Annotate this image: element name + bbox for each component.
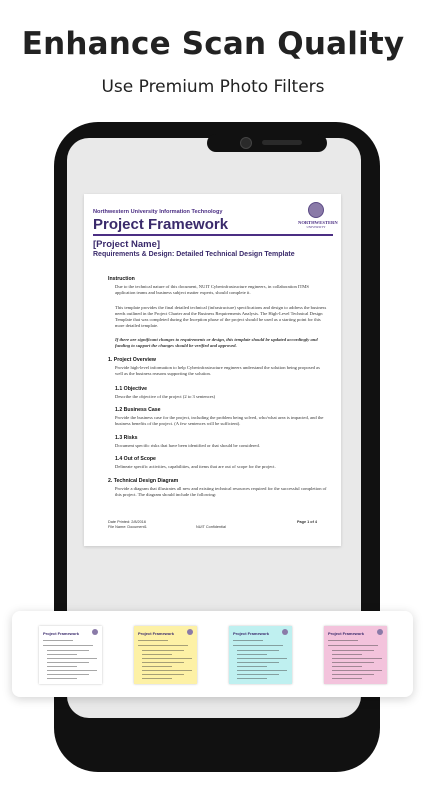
thumb-text-line [332, 662, 374, 663]
thumb-text-line [142, 666, 172, 667]
thumb-text-line [47, 666, 77, 667]
thumb-text-line [237, 674, 279, 675]
seal-icon [282, 629, 288, 635]
thumb-text-line [47, 662, 89, 663]
thumb-text-line [43, 645, 93, 646]
doc-org: Northwestern University Information Technology [93, 209, 223, 215]
thumb-text-line [332, 650, 374, 651]
thumb-text-line [332, 670, 382, 671]
camera-icon [240, 137, 252, 149]
section-text: Due to the technical nature of this document, NUIT Cyberinfrastructure engineers, in collaboration ITMS application teams and business subject matter experts, should complete it. [115, 284, 309, 295]
thumb-text-line [237, 666, 267, 667]
thumb-text-line [332, 666, 362, 667]
subheadline: Use Premium Photo Filters [101, 77, 325, 97]
project-name: [Project Name] [93, 239, 161, 250]
thumb-text-line [142, 662, 184, 663]
thumb-text-line [142, 654, 172, 655]
thumb-text-line [332, 654, 362, 655]
thumb-text-line [332, 658, 382, 659]
filter-pink[interactable] [324, 626, 387, 684]
thumb-text-line [233, 640, 263, 641]
section-text: Provide the business case for the project, including the problem being solved, who/what area is impacted, and the business benefits of the project. (A few sentences will be sufficient). [115, 415, 324, 426]
seal-icon [308, 202, 324, 218]
headline: Enhance Scan Quality [21, 26, 405, 62]
thumb-text-line [47, 650, 89, 651]
section-text: Document specific risks that have been identified or that should be considered. [115, 443, 260, 448]
thumb-text-line [43, 640, 73, 641]
thumb-text-line [142, 658, 192, 659]
section-text: This template provides the final detailed technical (infrastructure) specifications and design to address the business needs outlined in the Project Charter and the Business Requirements Analysis. The High-Level Technical Design Template that was completed during the Inception phase of the project should be used as a starting point for this more detailed template. [115, 305, 327, 328]
seal-icon [92, 629, 98, 635]
thumb-text-line [142, 674, 184, 675]
filter-yellow[interactable] [134, 626, 197, 684]
scanned-document[interactable] [84, 194, 341, 546]
section-heading: 1.4 Out of Scope [115, 456, 156, 462]
section-heading: 1.2 Business Case [115, 407, 161, 413]
thumb-text-line [237, 650, 279, 651]
section-text: Delineate specific activities, capabilities, and items that are out of scope for the project. [115, 464, 276, 469]
thumb-text-line [138, 645, 188, 646]
file-name: File Name: Document1 [108, 525, 147, 529]
filter-original[interactable] [39, 626, 102, 684]
thumb-text-line [332, 674, 374, 675]
thumb-text-line [47, 674, 89, 675]
section-text: Provide a diagram that illustrates all new and existing technical resources required for the successful completion of this project. The diagram should include the following: [115, 486, 327, 497]
thumb-text-line [142, 650, 184, 651]
university-logo [298, 202, 338, 236]
thumb-text-line [237, 670, 287, 671]
doc-subtitle: Requirements & Design: Detailed Technical Design Template [93, 251, 295, 258]
section-heading: 1. Project Overview [108, 357, 156, 363]
title-rule [93, 234, 333, 236]
thumb-text-line [142, 678, 172, 679]
speaker-icon [262, 140, 302, 145]
filter-cyan[interactable] [229, 626, 292, 684]
thumb-text-line [328, 645, 378, 646]
date-printed: Date Printed: 2/8/2016 [108, 520, 146, 524]
section-heading: 2. Technical Design Diagram [108, 478, 179, 484]
thumb-text-line [237, 678, 267, 679]
thumb-title: Project Framework [43, 631, 80, 636]
doc-title: Project Framework [93, 216, 229, 233]
thumb-text-line [47, 658, 97, 659]
thumb-text-line [47, 654, 77, 655]
logo-sub: UNIVERSITY [306, 225, 326, 229]
thumb-text-line [233, 645, 283, 646]
section-text: Describe the objective of the project (2 to 3 sentences) [115, 394, 216, 399]
section-text: If there are significant changes to requirements or design, this template should be updated accordingly and funding to support the changes should be verified and approved. [115, 337, 318, 348]
thumb-text-line [237, 654, 267, 655]
thumb-text-line [138, 640, 168, 641]
confidential-label: NUIT Confidential [196, 525, 226, 529]
section-heading: 1.3 Risks [115, 435, 138, 441]
thumb-text-line [142, 670, 192, 671]
thumb-text-line [332, 678, 362, 679]
thumb-text-line [237, 658, 287, 659]
section-heading: 1.1 Objective [115, 386, 148, 392]
thumb-text-line [328, 640, 358, 641]
thumb-text-line [47, 678, 77, 679]
section-heading: Instruction [108, 276, 135, 282]
page-number: Page 1 of 4 [297, 520, 318, 524]
section-text: Provide high-level information to help Cyberinfrastructure engineers understand the solution being proposed as well as the business reasons supporting the solution. [115, 365, 320, 376]
thumb-title: Project Framework [233, 631, 270, 636]
thumb-title: Project Framework [138, 631, 175, 636]
seal-icon [187, 629, 193, 635]
thumb-text-line [47, 670, 97, 671]
seal-icon [377, 629, 383, 635]
logo-name: NORTHWESTERN [298, 220, 338, 225]
thumb-title: Project Framework [328, 631, 365, 636]
thumb-text-line [237, 662, 279, 663]
